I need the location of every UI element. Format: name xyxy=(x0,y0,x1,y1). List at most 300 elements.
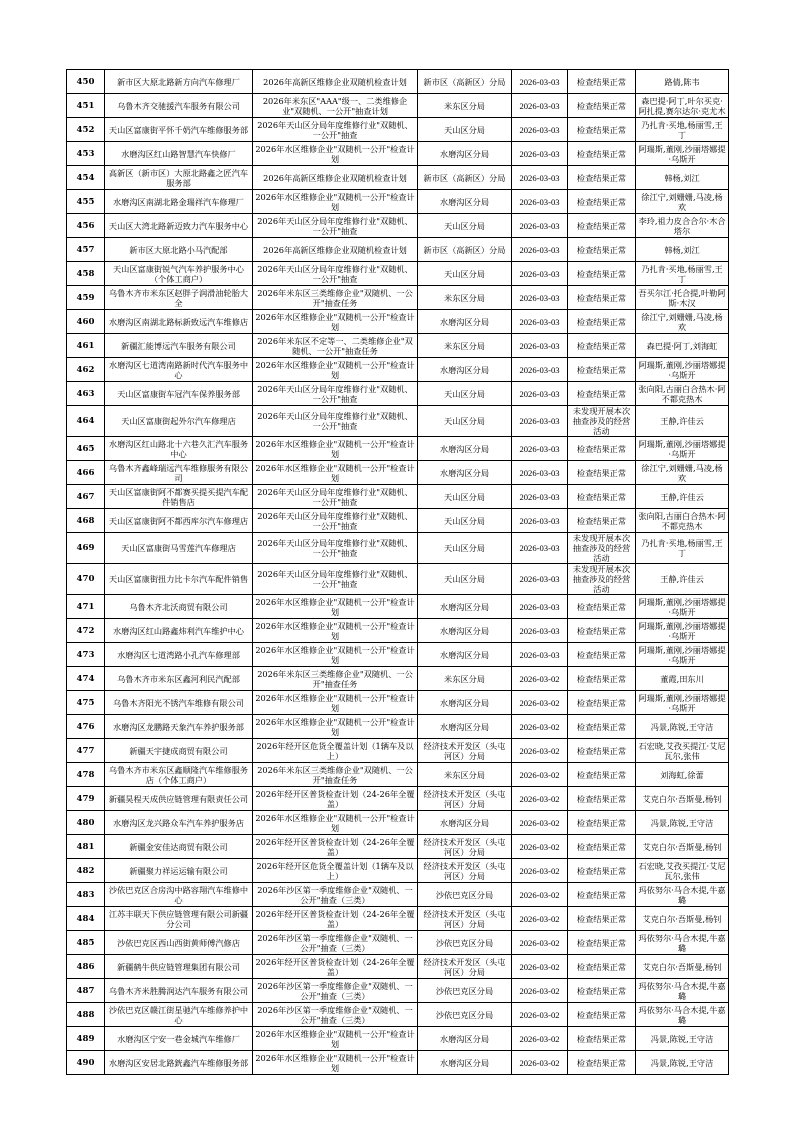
department: 天山区分局 xyxy=(418,406,512,437)
department: 沙依巴克区分局 xyxy=(418,931,512,955)
inspectors: 阿瑞斯,董刚,沙丽塔娜提·乌斯开 xyxy=(636,437,729,461)
inspection-date: 2026-03-03 xyxy=(512,595,568,619)
row-number: 464 xyxy=(67,406,105,437)
department: 沙依巴克区分局 xyxy=(418,1003,512,1027)
row-number: 473 xyxy=(67,643,105,667)
inspection-result: 检查结果正常 xyxy=(568,643,636,667)
inspection-result: 检查结果正常 xyxy=(568,691,636,715)
row-number: 477 xyxy=(67,739,105,763)
department: 新市区（高新区）分局 xyxy=(418,238,512,262)
company-name: 水磨沟区安居北路銧鑫汽车维修服务部 xyxy=(105,1051,253,1075)
table-row xyxy=(67,643,729,667)
table-row xyxy=(67,118,729,142)
inspection-date: 2026-03-03 xyxy=(512,262,568,286)
row-number: 480 xyxy=(67,811,105,835)
table-row xyxy=(67,835,729,859)
inspection-plan: 2026年经开区危货全覆盖计划（1辆车及以上） xyxy=(253,859,418,883)
inspectors: 韩杨,刘江 xyxy=(636,238,729,262)
inspectors: 石宏晓,艾孜买提江·艾尼瓦尔,张伟 xyxy=(636,739,729,763)
inspection-plan: 2026年水区维修企业"双随机一公开"检查计划 xyxy=(253,619,418,643)
inspection-date: 2026-03-03 xyxy=(512,70,568,94)
inspectors: 王静,许佳云 xyxy=(636,406,729,437)
department: 米东区分局 xyxy=(418,763,512,787)
row-number: 479 xyxy=(67,787,105,811)
inspection-plan: 2026年米东区"AAA"级一、二类维修企业"双随机、一公开"抽查计划 xyxy=(253,94,418,118)
inspection-result: 检查结果正常 xyxy=(568,94,636,118)
inspection-plan: 2026年经开区普货检查计划（24-26年全覆盖） xyxy=(253,907,418,931)
table-row xyxy=(67,437,729,461)
table-row xyxy=(67,883,729,907)
inspection-result: 检查结果正常 xyxy=(568,214,636,238)
department: 水磨沟区分局 xyxy=(418,190,512,214)
inspection-plan: 2026年水区维修企业"双随机一公开"检查计划 xyxy=(253,811,418,835)
row-number: 470 xyxy=(67,564,105,595)
inspectors: 冯景,陈锐,王守洁 xyxy=(636,1027,729,1051)
department: 经济技术开发区（头屯河区）分局 xyxy=(418,859,512,883)
inspection-result: 检查结果正常 xyxy=(568,715,636,739)
inspection-results-table xyxy=(66,69,729,1075)
inspection-result: 检查结果正常 xyxy=(568,142,636,166)
department: 水磨沟区分局 xyxy=(418,358,512,382)
inspection-date: 2026-03-02 xyxy=(512,859,568,883)
table-row xyxy=(67,955,729,979)
inspectors: 艾克白尔·吾斯曼,杨钊 xyxy=(636,835,729,859)
row-number: 456 xyxy=(67,214,105,238)
inspection-plan: 2026年天山区分局年度维修行业"双随机、一公开"抽查 xyxy=(253,564,418,595)
table-row xyxy=(67,310,729,334)
inspection-date: 2026-03-02 xyxy=(512,763,568,787)
inspectors: 刘海虹,徐蕾 xyxy=(636,763,729,787)
inspection-plan: 2026年水区维修企业"双随机一公开"检查计划 xyxy=(253,643,418,667)
row-number: 459 xyxy=(67,286,105,310)
company-name: 水磨沟区宁安一巷金城汽车维修厂 xyxy=(105,1027,253,1051)
department: 天山区分局 xyxy=(418,509,512,533)
table-row xyxy=(67,262,729,286)
row-number: 472 xyxy=(67,619,105,643)
department: 水磨沟区分局 xyxy=(418,310,512,334)
inspection-results-page xyxy=(66,69,728,1075)
row-number: 461 xyxy=(67,334,105,358)
inspection-plan: 2026年天山区分局年度维修行业"双随机、一公开"抽查 xyxy=(253,118,418,142)
inspection-date: 2026-03-02 xyxy=(512,979,568,1003)
row-number: 471 xyxy=(67,595,105,619)
inspectors: 徐江宁,刘姗姗,马凌,杨欢 xyxy=(636,190,729,214)
department: 水磨沟区分局 xyxy=(418,643,512,667)
inspection-result: 检查结果正常 xyxy=(568,667,636,691)
row-number: 462 xyxy=(67,358,105,382)
department: 沙依巴克区分局 xyxy=(418,883,512,907)
inspection-plan: 2026年经开区普货检查计划（24-26年全覆盖） xyxy=(253,787,418,811)
table-row xyxy=(67,931,729,955)
department: 经济技术开发区（头屯河区）分局 xyxy=(418,787,512,811)
department: 天山区分局 xyxy=(418,262,512,286)
company-name: 水磨沟区龙兴路众车汽车养护服务店 xyxy=(105,811,253,835)
company-name: 新疆金安佳达商贸有限公司 xyxy=(105,835,253,859)
company-name: 乌鲁木齐市米东区鑫河利民汽配部 xyxy=(105,667,253,691)
inspection-result: 检查结果正常 xyxy=(568,811,636,835)
table-row xyxy=(67,406,729,437)
company-name: 天山区富康街扭力比卡尔汽车配件销售 xyxy=(105,564,253,595)
table-row xyxy=(67,907,729,931)
inspection-result: 检查结果正常 xyxy=(568,190,636,214)
inspectors: 阿瑞斯,董刚,沙丽塔娜提·乌斯开 xyxy=(636,142,729,166)
inspection-date: 2026-03-03 xyxy=(512,485,568,509)
inspection-result: 未发现开展本次抽查涉及的经营活动 xyxy=(568,564,636,595)
table-row xyxy=(67,979,729,1003)
inspection-plan: 2026年天山区分局年度维修行业"双随机、一公开"抽查 xyxy=(253,509,418,533)
inspectors: 冯景,陈锐,王守洁 xyxy=(636,811,729,835)
inspection-date: 2026-03-02 xyxy=(512,835,568,859)
inspection-result: 检查结果正常 xyxy=(568,437,636,461)
table-row xyxy=(67,214,729,238)
inspection-plan: 2026年水区维修企业"双随机一公开"检查计划 xyxy=(253,358,418,382)
company-name: 天山区富康街起外尔汽车修理店 xyxy=(105,406,253,437)
inspectors: 张向阳,古丽白合热木·阿不都克热木 xyxy=(636,382,729,406)
row-number: 486 xyxy=(67,955,105,979)
inspection-result: 检查结果正常 xyxy=(568,979,636,1003)
inspection-result: 检查结果正常 xyxy=(568,238,636,262)
table-row xyxy=(67,715,729,739)
inspection-plan: 2026年米东区三类维修企业"双随机、一公开"抽查任务 xyxy=(253,763,418,787)
table-row xyxy=(67,564,729,595)
inspectors: 阿瑞斯,董刚,沙丽塔娜提·乌斯开 xyxy=(636,595,729,619)
inspectors: 乃扎肯·买地,杨丽雪,王丁 xyxy=(636,533,729,564)
inspection-result: 检查结果正常 xyxy=(568,595,636,619)
company-name: 天山区大湾北路新迈致力汽车服务中心 xyxy=(105,214,253,238)
inspection-date: 2026-03-03 xyxy=(512,142,568,166)
company-name: 水磨沟区龙鹏路天象汽车养护服务部 xyxy=(105,715,253,739)
company-name: 天山区富康街车冠汽车保养服务部 xyxy=(105,382,253,406)
inspection-plan: 2026年水区维修企业"双随机一公开"检查计划 xyxy=(253,595,418,619)
table-row xyxy=(67,142,729,166)
company-name: 天山区富康街马雪莲汽车修理店 xyxy=(105,533,253,564)
company-name: 沙依巴克区西山西街黄师傅汽修店 xyxy=(105,931,253,955)
table-row xyxy=(67,94,729,118)
inspection-result: 检查结果正常 xyxy=(568,619,636,643)
company-name: 水磨沟区南湖北路金瑞祥汽车修理厂 xyxy=(105,190,253,214)
inspectors: 森巴提·阿丁,叶尔买克·阿扎提,赛尔达尔·克尤木 xyxy=(636,94,729,118)
inspection-plan: 2026年水区维修企业"双随机一公开"检查计划 xyxy=(253,1051,418,1075)
row-number: 475 xyxy=(67,691,105,715)
inspection-plan: 2026年经开区普货检查计划（24-26年全覆盖） xyxy=(253,835,418,859)
department: 新市区（高新区）分局 xyxy=(418,166,512,190)
company-name: 乌鲁木齐市米东区赵胖子润滑油轮胎大全 xyxy=(105,286,253,310)
company-name: 水磨沟区红山路北十六巷久汇汽车服务中心 xyxy=(105,437,253,461)
inspectors: 张向阳,古丽白合热木·阿不都克热木 xyxy=(636,509,729,533)
department: 经济技术开发区（头屯河区）分局 xyxy=(418,739,512,763)
inspection-result: 检查结果正常 xyxy=(568,835,636,859)
inspection-result: 检查结果正常 xyxy=(568,166,636,190)
company-name: 乌鲁木齐米胜腾润达汽车服务有限公司 xyxy=(105,979,253,1003)
inspection-date: 2026-03-03 xyxy=(512,437,568,461)
table-row xyxy=(67,1051,729,1075)
table-row xyxy=(67,509,729,533)
row-number: 478 xyxy=(67,763,105,787)
table-row xyxy=(67,190,729,214)
inspection-date: 2026-03-03 xyxy=(512,533,568,564)
inspection-date: 2026-03-02 xyxy=(512,691,568,715)
inspection-plan: 2026年高新区维修企业双随机检查计划 xyxy=(253,238,418,262)
department: 天山区分局 xyxy=(418,485,512,509)
inspection-plan: 2026年沙区第一季度维修企业"双随机、一公开"抽查（三类） xyxy=(253,1003,418,1027)
department: 天山区分局 xyxy=(418,533,512,564)
inspectors: 李玲,祖力皮合合尔·木合塔尔 xyxy=(636,214,729,238)
inspection-date: 2026-03-02 xyxy=(512,1027,568,1051)
company-name: 乌鲁木齐北沃商贸有限公司 xyxy=(105,595,253,619)
row-number: 483 xyxy=(67,883,105,907)
company-name: 水磨沟区南湖北路标新致远汽车维修店 xyxy=(105,310,253,334)
inspection-plan: 2026年天山区分局年度维修行业"双随机、一公开"抽查 xyxy=(253,262,418,286)
company-name: 新疆鹤牛供应链管理集团有限公司 xyxy=(105,955,253,979)
inspectors: 乃扎肯·买地,杨丽雪,王丁 xyxy=(636,118,729,142)
inspection-plan: 2026年高新区维修企业双随机检查计划 xyxy=(253,70,418,94)
table-row xyxy=(67,595,729,619)
inspection-plan: 2026年经开区普货检查计划（24-26年全覆盖） xyxy=(253,955,418,979)
table-row xyxy=(67,1003,729,1027)
inspection-date: 2026-03-02 xyxy=(512,811,568,835)
inspection-result: 检查结果正常 xyxy=(568,739,636,763)
inspection-result: 检查结果正常 xyxy=(568,763,636,787)
department: 水磨沟区分局 xyxy=(418,461,512,485)
inspection-date: 2026-03-03 xyxy=(512,94,568,118)
inspection-result: 检查结果正常 xyxy=(568,310,636,334)
department: 水磨沟区分局 xyxy=(418,595,512,619)
inspection-plan: 2026年水区维修企业"双随机一公开"检查计划 xyxy=(253,190,418,214)
company-name: 乌鲁木齐交驰援汽车服务有限公司 xyxy=(105,94,253,118)
inspection-result: 检查结果正常 xyxy=(568,485,636,509)
department: 经济技术开发区（头屯河区）分局 xyxy=(418,955,512,979)
inspection-result: 检查结果正常 xyxy=(568,1003,636,1027)
row-number: 460 xyxy=(67,310,105,334)
department: 水磨沟区分局 xyxy=(418,811,512,835)
department: 天山区分局 xyxy=(418,382,512,406)
inspection-result: 检查结果正常 xyxy=(568,382,636,406)
row-number: 490 xyxy=(67,1051,105,1075)
department: 米东区分局 xyxy=(418,286,512,310)
inspection-plan: 2026年经开区危货全覆盖计划（1辆车及以上） xyxy=(253,739,418,763)
inspection-date: 2026-03-02 xyxy=(512,1003,568,1027)
inspection-date: 2026-03-03 xyxy=(512,190,568,214)
company-name: 乌鲁木齐阳光不锈汽车维修有限公司 xyxy=(105,691,253,715)
inspectors: 艾克白尔·吾斯曼,杨钊 xyxy=(636,907,729,931)
department: 天山区分局 xyxy=(418,214,512,238)
department: 天山区分局 xyxy=(418,564,512,595)
table-body xyxy=(67,70,729,1075)
inspection-date: 2026-03-03 xyxy=(512,564,568,595)
table-row xyxy=(67,691,729,715)
table-row xyxy=(67,70,729,94)
department: 水磨沟区分局 xyxy=(418,691,512,715)
inspectors: 玛依努尔·马合木提,牛嘉璐 xyxy=(636,883,729,907)
company-name: 水磨沟区七道湾路小孔汽车修理部 xyxy=(105,643,253,667)
department: 经济技术开发区（头屯河区）分局 xyxy=(418,835,512,859)
row-number: 463 xyxy=(67,382,105,406)
inspection-date: 2026-03-03 xyxy=(512,334,568,358)
inspectors: 玛依努尔·马合木提,牛嘉璐 xyxy=(636,1003,729,1027)
inspection-date: 2026-03-02 xyxy=(512,1051,568,1075)
inspection-plan: 2026年天山区分局年度维修行业"双随机、一公开"抽查 xyxy=(253,485,418,509)
inspectors: 石宏晓,艾孜买提江·艾尼瓦尔,张伟 xyxy=(636,859,729,883)
inspectors: 玛依努尔·马合木提,牛嘉璐 xyxy=(636,979,729,1003)
table-row xyxy=(67,334,729,358)
company-name: 乌鲁木齐市米东区鑫顺隆汽车维修服务店（个体工商户） xyxy=(105,763,253,787)
inspection-date: 2026-03-03 xyxy=(512,214,568,238)
inspection-date: 2026-03-02 xyxy=(512,739,568,763)
inspection-plan: 2026年天山区分局年度维修行业"双随机、一公开"抽查 xyxy=(253,533,418,564)
row-number: 469 xyxy=(67,533,105,564)
inspection-result: 检查结果正常 xyxy=(568,1051,636,1075)
row-number: 458 xyxy=(67,262,105,286)
inspection-date: 2026-03-02 xyxy=(512,787,568,811)
inspection-plan: 2026年天山区分局年度维修行业"双随机、一公开"抽查 xyxy=(253,214,418,238)
department: 米东区分局 xyxy=(418,667,512,691)
inspectors: 艾克白尔·吾斯曼,杨钊 xyxy=(636,955,729,979)
company-name: 新市区大原北路新方向汽车修理厂 xyxy=(105,70,253,94)
inspectors: 乃扎肯·买地,杨丽雪,王丁 xyxy=(636,262,729,286)
inspection-result: 检查结果正常 xyxy=(568,859,636,883)
inspection-plan: 2026年高新区维修企业双随机检查计划 xyxy=(253,166,418,190)
company-name: 乌鲁木齐鑫峰瑞远汽车维修服务有限公司 xyxy=(105,461,253,485)
inspection-result: 检查结果正常 xyxy=(568,358,636,382)
table-row xyxy=(67,382,729,406)
inspection-result: 未发现开展本次抽查涉及的经营活动 xyxy=(568,406,636,437)
department: 米东区分局 xyxy=(418,334,512,358)
inspection-plan: 2026年水区维修企业"双随机一公开"检查计划 xyxy=(253,142,418,166)
inspectors: 阿瑞斯,董刚,沙丽塔娜提·乌斯开 xyxy=(636,643,729,667)
inspectors: 森巴提·阿丁,刘海虹 xyxy=(636,334,729,358)
inspectors: 徐江宁,刘姗姗,马凌,杨欢 xyxy=(636,310,729,334)
inspection-result: 检查结果正常 xyxy=(568,262,636,286)
inspection-date: 2026-03-03 xyxy=(512,358,568,382)
inspectors: 艾克白尔·吾斯曼,杨钊 xyxy=(636,787,729,811)
inspection-result: 检查结果正常 xyxy=(568,70,636,94)
row-number: 466 xyxy=(67,461,105,485)
company-name: 新疆聚力祥运运输有限公司 xyxy=(105,859,253,883)
row-number: 487 xyxy=(67,979,105,1003)
row-number: 488 xyxy=(67,1003,105,1027)
inspection-date: 2026-03-03 xyxy=(512,118,568,142)
inspection-date: 2026-03-02 xyxy=(512,883,568,907)
row-number: 450 xyxy=(67,70,105,94)
row-number: 482 xyxy=(67,859,105,883)
department: 水磨沟区分局 xyxy=(418,715,512,739)
table-row xyxy=(67,667,729,691)
inspectors: 韩杨,刘江 xyxy=(636,166,729,190)
table-row xyxy=(67,739,729,763)
inspection-plan: 2026年天山区分局年度维修行业"双随机、一公开"抽查 xyxy=(253,406,418,437)
inspectors: 阿瑞斯,董刚,沙丽塔娜提·乌斯开 xyxy=(636,358,729,382)
inspection-result: 检查结果正常 xyxy=(568,118,636,142)
inspection-plan: 2026年沙区第一季度维修企业"双随机、一公开"抽查（三类） xyxy=(253,883,418,907)
inspection-result: 检查结果正常 xyxy=(568,907,636,931)
inspection-plan: 2026年水区维修企业"双随机一公开"检查计划 xyxy=(253,437,418,461)
department: 新市区（高新区）分局 xyxy=(418,70,512,94)
inspectors: 董霞,田东川 xyxy=(636,667,729,691)
inspectors: 冯景,陈锐,王守洁 xyxy=(636,715,729,739)
company-name: 天山区富康街平怀千奶汽车维修服务部 xyxy=(105,118,253,142)
department: 沙依巴克区分局 xyxy=(418,979,512,1003)
inspectors: 徐江宁,刘姗姗,马凌,杨欢 xyxy=(636,461,729,485)
table-row xyxy=(67,286,729,310)
company-name: 水磨沟区红山路鑫炜利汽车维护中心 xyxy=(105,619,253,643)
inspection-date: 2026-03-02 xyxy=(512,715,568,739)
inspection-date: 2026-03-03 xyxy=(512,619,568,643)
inspection-result: 未发现开展本次抽查涉及的经营活动 xyxy=(568,533,636,564)
inspection-date: 2026-03-02 xyxy=(512,955,568,979)
company-name: 新疆汇能博远汽车服务有限公司 xyxy=(105,334,253,358)
inspection-date: 2026-03-03 xyxy=(512,238,568,262)
table-row xyxy=(67,763,729,787)
department: 水磨沟区分局 xyxy=(418,1027,512,1051)
inspection-result: 检查结果正常 xyxy=(568,334,636,358)
inspection-plan: 2026年水区维修企业"双随机一公开"检查计划 xyxy=(253,1027,418,1051)
row-number: 467 xyxy=(67,485,105,509)
company-name: 沙依巴克区赣江街星驰汽车维修养护中心 xyxy=(105,1003,253,1027)
table-row xyxy=(67,859,729,883)
inspection-date: 2026-03-03 xyxy=(512,509,568,533)
inspection-result: 检查结果正常 xyxy=(568,787,636,811)
inspection-result: 检查结果正常 xyxy=(568,883,636,907)
company-name: 新市区大原北路小马汽配部 xyxy=(105,238,253,262)
company-name: 江苏丰联天下供应链管理有限公司新疆分公司 xyxy=(105,907,253,931)
inspection-plan: 2026年沙区第一季度维修企业"双随机、一公开"抽查（三类） xyxy=(253,979,418,1003)
inspectors: 冯景,陈锐,王守洁 xyxy=(636,1051,729,1075)
table-row xyxy=(67,1027,729,1051)
inspection-plan: 2026年米东区不定等一、二类维修企业"双随机、一公开"抽查任务 xyxy=(253,334,418,358)
department: 水磨沟区分局 xyxy=(418,1051,512,1075)
table-row xyxy=(67,533,729,564)
company-name: 天山区富康街阿不都赛买提买提汽车配件销售店 xyxy=(105,485,253,509)
company-name: 新疆昊程天成供应链管理有限责任公司 xyxy=(105,787,253,811)
table-row xyxy=(67,461,729,485)
inspection-date: 2026-03-03 xyxy=(512,286,568,310)
company-name: 天山区富康街锐气汽车养护服务中心（个体工商户） xyxy=(105,262,253,286)
inspection-date: 2026-03-03 xyxy=(512,166,568,190)
inspection-date: 2026-03-02 xyxy=(512,931,568,955)
inspection-plan: 2026年水区维修企业"双随机一公开"检查计划 xyxy=(253,461,418,485)
inspection-date: 2026-03-03 xyxy=(512,382,568,406)
row-number: 476 xyxy=(67,715,105,739)
inspection-date: 2026-03-03 xyxy=(512,643,568,667)
table-row xyxy=(67,619,729,643)
department: 经济技术开发区（头屯河区）分局 xyxy=(418,907,512,931)
inspectors: 王静,许佳云 xyxy=(636,564,729,595)
inspectors: 阿瑞斯,董刚,沙丽塔娜提·乌斯开 xyxy=(636,619,729,643)
inspection-result: 检查结果正常 xyxy=(568,1027,636,1051)
inspection-date: 2026-03-02 xyxy=(512,907,568,931)
table-row xyxy=(67,787,729,811)
inspection-date: 2026-03-03 xyxy=(512,310,568,334)
inspection-plan: 2026年水区维修企业"双随机一公开"检查计划 xyxy=(253,691,418,715)
inspectors: 王静,许佳云 xyxy=(636,485,729,509)
row-number: 455 xyxy=(67,190,105,214)
inspection-result: 检查结果正常 xyxy=(568,955,636,979)
inspection-result: 检查结果正常 xyxy=(568,509,636,533)
table-row xyxy=(67,811,729,835)
inspection-plan: 2026年米东区三类维修企业"双随机、一公开"抽查任务 xyxy=(253,667,418,691)
row-number: 484 xyxy=(67,907,105,931)
department: 水磨沟区分局 xyxy=(418,142,512,166)
row-number: 457 xyxy=(67,238,105,262)
inspectors: 阿瑞斯,董刚,沙丽塔娜提·乌斯开 xyxy=(636,691,729,715)
row-number: 481 xyxy=(67,835,105,859)
row-number: 489 xyxy=(67,1027,105,1051)
company-name: 新疆天宇捷成商贸有限公司 xyxy=(105,739,253,763)
inspection-result: 检查结果正常 xyxy=(568,286,636,310)
inspection-plan: 2026年沙区第一季度维修企业"双随机、一公开"抽查（三类） xyxy=(253,931,418,955)
row-number: 474 xyxy=(67,667,105,691)
inspection-date: 2026-03-03 xyxy=(512,406,568,437)
